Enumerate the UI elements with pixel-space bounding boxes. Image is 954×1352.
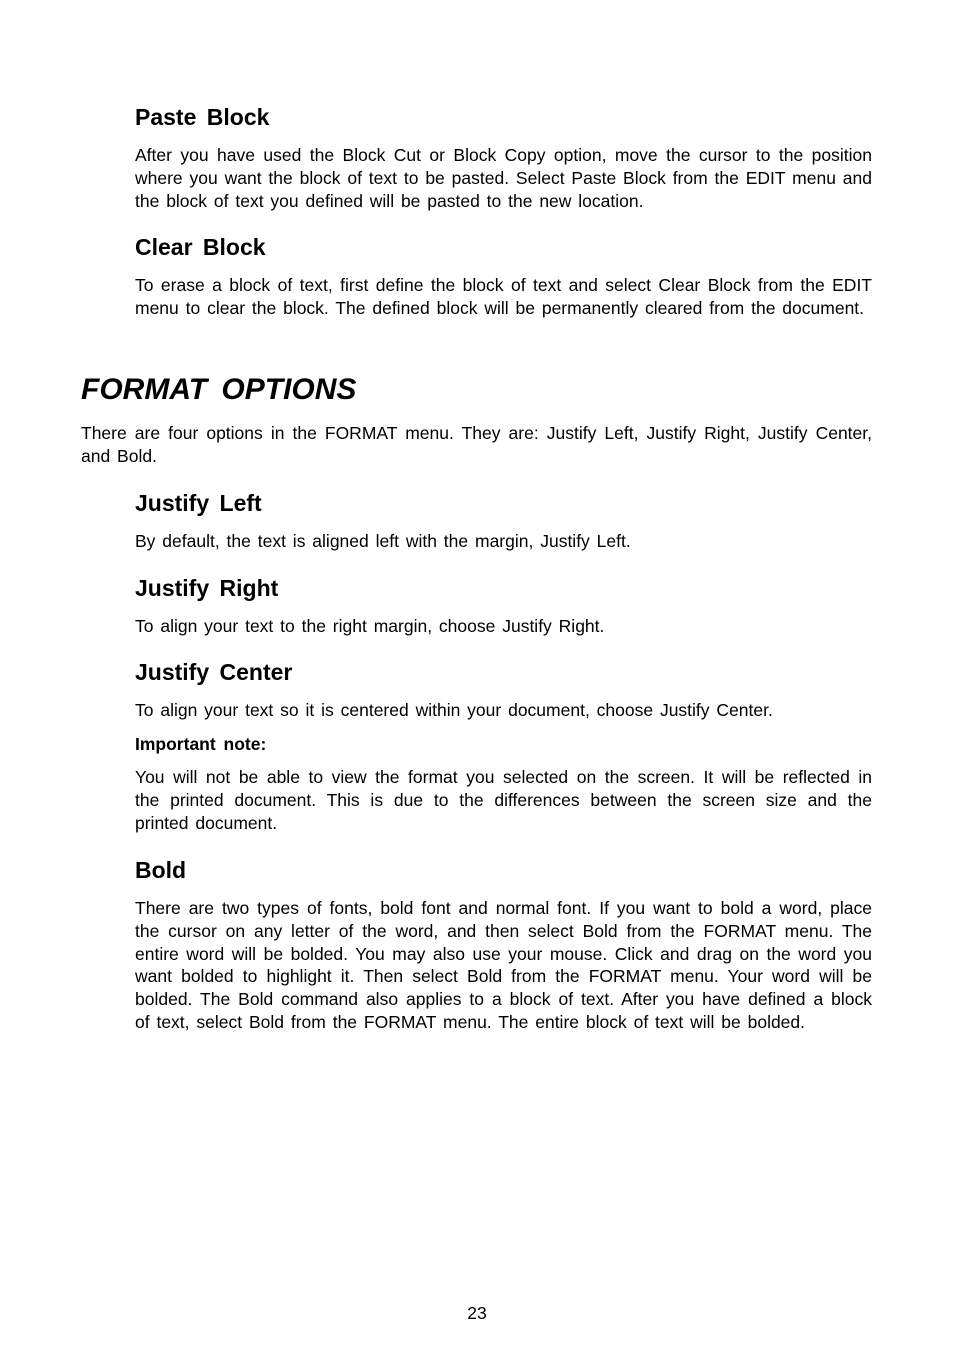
justify-left-heading: Justify Left (135, 490, 262, 516)
justify-left-paragraph: By default, the text is aligned left with the margin, Justify Left. (135, 531, 631, 551)
clear-block-heading: Clear Block (135, 234, 266, 260)
bold-paragraph: There are two types of fonts, bold font and normal font. If you want to bold a word, place the cursor on any letter of the word, and then select Bold from the FORMAT menu. The entire word will be bolded. You may also use your mouse. Click and drag on the word you want bolded to highlight it. Then select Bold from the FORMAT menu. Your word will be bolded. The Bold command also applies to a block of text. After you have defined a block of text, select Bold from the FORMAT menu. The entire block of text will be bolded. (135, 898, 872, 1032)
important-note-paragraph: You will not be able to view the format you selected on the screen. It will be reflected in the printed document. This is due to the differences between the screen size and the printed document. (135, 767, 872, 833)
format-options-paragraph: There are four options in the FORMAT menu. They are: Justify Left, Justify Right, Justify Center, and Bold. (81, 423, 872, 466)
important-note-label: Important note: (135, 734, 267, 754)
clear-block-paragraph: To erase a block of text, first define the block of text and select Clear Block from the EDIT menu to clear the block. The defined block will be permanently cleared from the document. (135, 275, 872, 318)
page-number: 23 (467, 1303, 487, 1323)
justify-center-paragraph: To align your text so it is centered within your document, choose Justify Center. (135, 700, 773, 720)
bold-heading: Bold (135, 857, 187, 883)
justify-right-heading: Justify Right (135, 575, 279, 601)
justify-right-paragraph: To align your text to the right margin, choose Justify Right. (135, 616, 605, 636)
justify-center-heading: Justify Center (135, 659, 293, 685)
paste-block-heading: Paste Block (135, 104, 270, 130)
paste-block-paragraph: After you have used the Block Cut or Block Copy option, move the cursor to the position where you want the block of text to be pasted. Select Paste Block from the EDIT menu and the block of text you defined will be pasted to the new location. (135, 145, 872, 211)
format-options-heading: FORMAT OPTIONS (81, 373, 357, 406)
